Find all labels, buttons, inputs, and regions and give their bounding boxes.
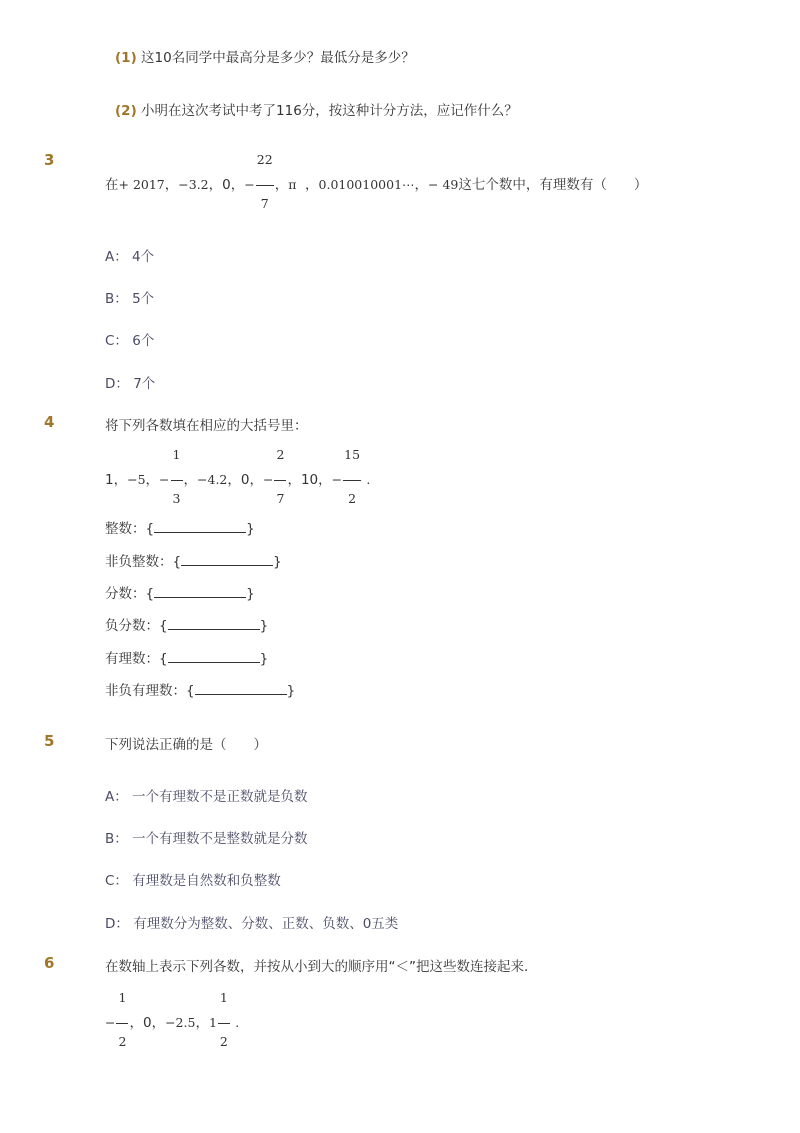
number-value: −4.2 — [197, 472, 228, 487]
question-number: 3 — [44, 151, 55, 169]
category-label: 整数： — [105, 521, 146, 537]
option-text: 6个 — [132, 333, 155, 349]
category-label: 非负有理数： — [105, 683, 186, 699]
number-list — [105, 447, 371, 506]
number-list — [105, 990, 240, 1049]
brace: { — [159, 651, 168, 667]
option-c[interactable] — [105, 869, 281, 889]
separator: ， — [145, 472, 160, 488]
subquestion-2 — [115, 99, 518, 119]
separator: ， — [113, 472, 128, 488]
number-value: 1 — [105, 472, 114, 488]
fraction — [342, 447, 362, 506]
number-value: 0 — [222, 177, 231, 193]
answer-blank[interactable] — [154, 520, 246, 533]
category-label: 负分数： — [105, 618, 159, 634]
option-b[interactable] — [105, 827, 308, 847]
fraction — [255, 152, 275, 211]
subquestion-label: (1) — [115, 50, 137, 66]
fraction-numerator: 2 — [276, 447, 285, 462]
fraction — [217, 990, 231, 1049]
answer-blank[interactable] — [168, 617, 260, 630]
number-value: − 49 — [428, 177, 459, 192]
fraction — [170, 447, 184, 506]
pi-symbol: π — [288, 177, 297, 192]
brace: } — [246, 586, 255, 602]
subquestion-1 — [115, 46, 415, 66]
fraction-denominator: 2 — [219, 1034, 228, 1049]
category-neg-fractions — [105, 614, 268, 634]
separator: ， — [129, 1015, 143, 1031]
fraction-denominator: 2 — [348, 491, 357, 506]
brace: } — [259, 618, 269, 634]
fraction-numerator: 22 — [256, 152, 273, 167]
fraction-bar — [256, 185, 274, 186]
option-c[interactable] — [105, 329, 154, 349]
fraction-numerator: 1 — [118, 990, 127, 1005]
fraction-numerator: 1 — [219, 990, 228, 1005]
question-number: 5 — [44, 732, 55, 750]
brace: { — [172, 554, 182, 570]
option-label: A： — [105, 249, 128, 265]
number-value: −5 — [127, 472, 146, 487]
number-value: 0 — [240, 472, 250, 488]
fraction-bar — [171, 480, 183, 481]
option-text: 一个有理数不是正数就是负数 — [132, 789, 308, 805]
category-rationals — [105, 647, 268, 667]
fraction-bar — [274, 480, 286, 481]
category-label: 非负整数： — [105, 554, 173, 570]
answer-blank[interactable] — [195, 682, 287, 695]
number-value: 0 — [142, 1015, 152, 1031]
option-text: 7个 — [133, 376, 156, 392]
option-label: B： — [105, 291, 128, 307]
fraction-numerator: 15 — [344, 447, 361, 462]
option-text: 有理数是自然数和负整数 — [132, 873, 281, 889]
option-label: C： — [105, 333, 128, 349]
subquestion-text: 小明在这次考试中考了116分，按这种计分方法，应记作什么？ — [141, 103, 518, 119]
question-number: 6 — [44, 954, 55, 972]
question-number: 4 — [44, 413, 55, 431]
option-b[interactable] — [105, 287, 154, 307]
category-label: 有理数： — [105, 651, 159, 667]
option-a[interactable] — [105, 245, 154, 265]
fraction-denominator: 7 — [276, 491, 285, 506]
answer-blank[interactable] — [181, 553, 273, 566]
question-stem: 下列说法正确的是（ ） — [105, 737, 267, 753]
category-nonneg-integers — [105, 550, 282, 570]
fraction-denominator: 2 — [118, 1034, 127, 1049]
separator: ， — [151, 1015, 166, 1031]
number-value: −2.5 — [165, 1015, 196, 1030]
separator: ， — [249, 472, 263, 488]
category-fractions — [105, 582, 255, 602]
fraction-denominator: 7 — [260, 196, 269, 211]
question-stem: 在数轴上表示下列各数，并按从小到大的顺序用“＜”把这些数连接起来． — [105, 959, 538, 975]
stem-text: 这七个数中，有理数有（ ） — [458, 177, 648, 193]
fraction-bar — [343, 480, 361, 481]
number-value: −3.2 — [178, 177, 209, 192]
option-text: 一个有理数不是整数就是分数 — [132, 831, 308, 847]
option-label: A： — [105, 789, 128, 805]
option-label: D： — [105, 916, 129, 932]
question-stem — [105, 152, 648, 211]
category-integers — [105, 517, 255, 537]
option-a[interactable] — [105, 785, 308, 805]
minus-sign: − — [159, 472, 170, 487]
brace: { — [145, 521, 155, 537]
minus-sign: − — [244, 177, 255, 192]
category-nonneg-rationals — [105, 679, 295, 699]
answer-blank[interactable] — [154, 585, 246, 598]
option-label: D： — [105, 376, 129, 392]
minus-sign: − — [105, 1015, 116, 1030]
brace: { — [159, 618, 168, 634]
option-text: 4个 — [132, 249, 155, 265]
number-value: 0.010010001⋯ — [318, 177, 415, 192]
whole-part: 1 — [208, 1015, 217, 1030]
answer-blank[interactable] — [168, 650, 260, 663]
option-text: 5个 — [132, 291, 155, 307]
option-d[interactable] — [105, 912, 398, 932]
brace: } — [286, 683, 296, 699]
brace: } — [273, 554, 282, 570]
subquestion-label: (2) — [115, 103, 137, 119]
stem-text: 在 — [105, 177, 119, 193]
separator: ， — [274, 177, 289, 193]
fraction-bar — [116, 1023, 128, 1024]
brace: } — [246, 521, 255, 537]
category-label: 分数： — [105, 586, 146, 602]
number-value: 10 — [300, 472, 319, 488]
fraction-denominator: 3 — [172, 491, 181, 506]
separator: ， — [287, 472, 301, 488]
separator: ， — [227, 472, 241, 488]
fraction-numerator: 1 — [172, 447, 181, 462]
number-value: + 2017 — [118, 177, 165, 192]
option-label: C： — [105, 873, 128, 889]
separator: ， — [183, 472, 198, 488]
separator: ， — [318, 472, 332, 488]
fraction-bar — [218, 1023, 230, 1024]
separator: ， — [208, 177, 223, 193]
separator: ， — [195, 1015, 209, 1031]
separator: ， — [230, 177, 245, 193]
minus-sign: − — [331, 472, 343, 487]
brace: } — [259, 651, 269, 667]
separator: ， — [414, 177, 429, 193]
separator: ， — [164, 177, 179, 193]
option-text: 有理数分为整数、分数、正数、负数、0五类 — [133, 916, 399, 932]
fraction — [273, 447, 287, 506]
option-d[interactable] — [105, 372, 155, 392]
separator: ， — [305, 177, 319, 193]
question-stem: 将下列各数填在相应的大括号里： — [105, 418, 308, 434]
period: . — [235, 1015, 240, 1030]
brace: { — [186, 683, 195, 699]
minus-sign: − — [262, 472, 274, 487]
brace: { — [145, 586, 155, 602]
option-label: B： — [105, 831, 128, 847]
period: . — [366, 472, 371, 487]
subquestion-text: 这10名同学中最高分是多少？最低分是多少？ — [141, 50, 415, 66]
fraction — [115, 990, 129, 1049]
